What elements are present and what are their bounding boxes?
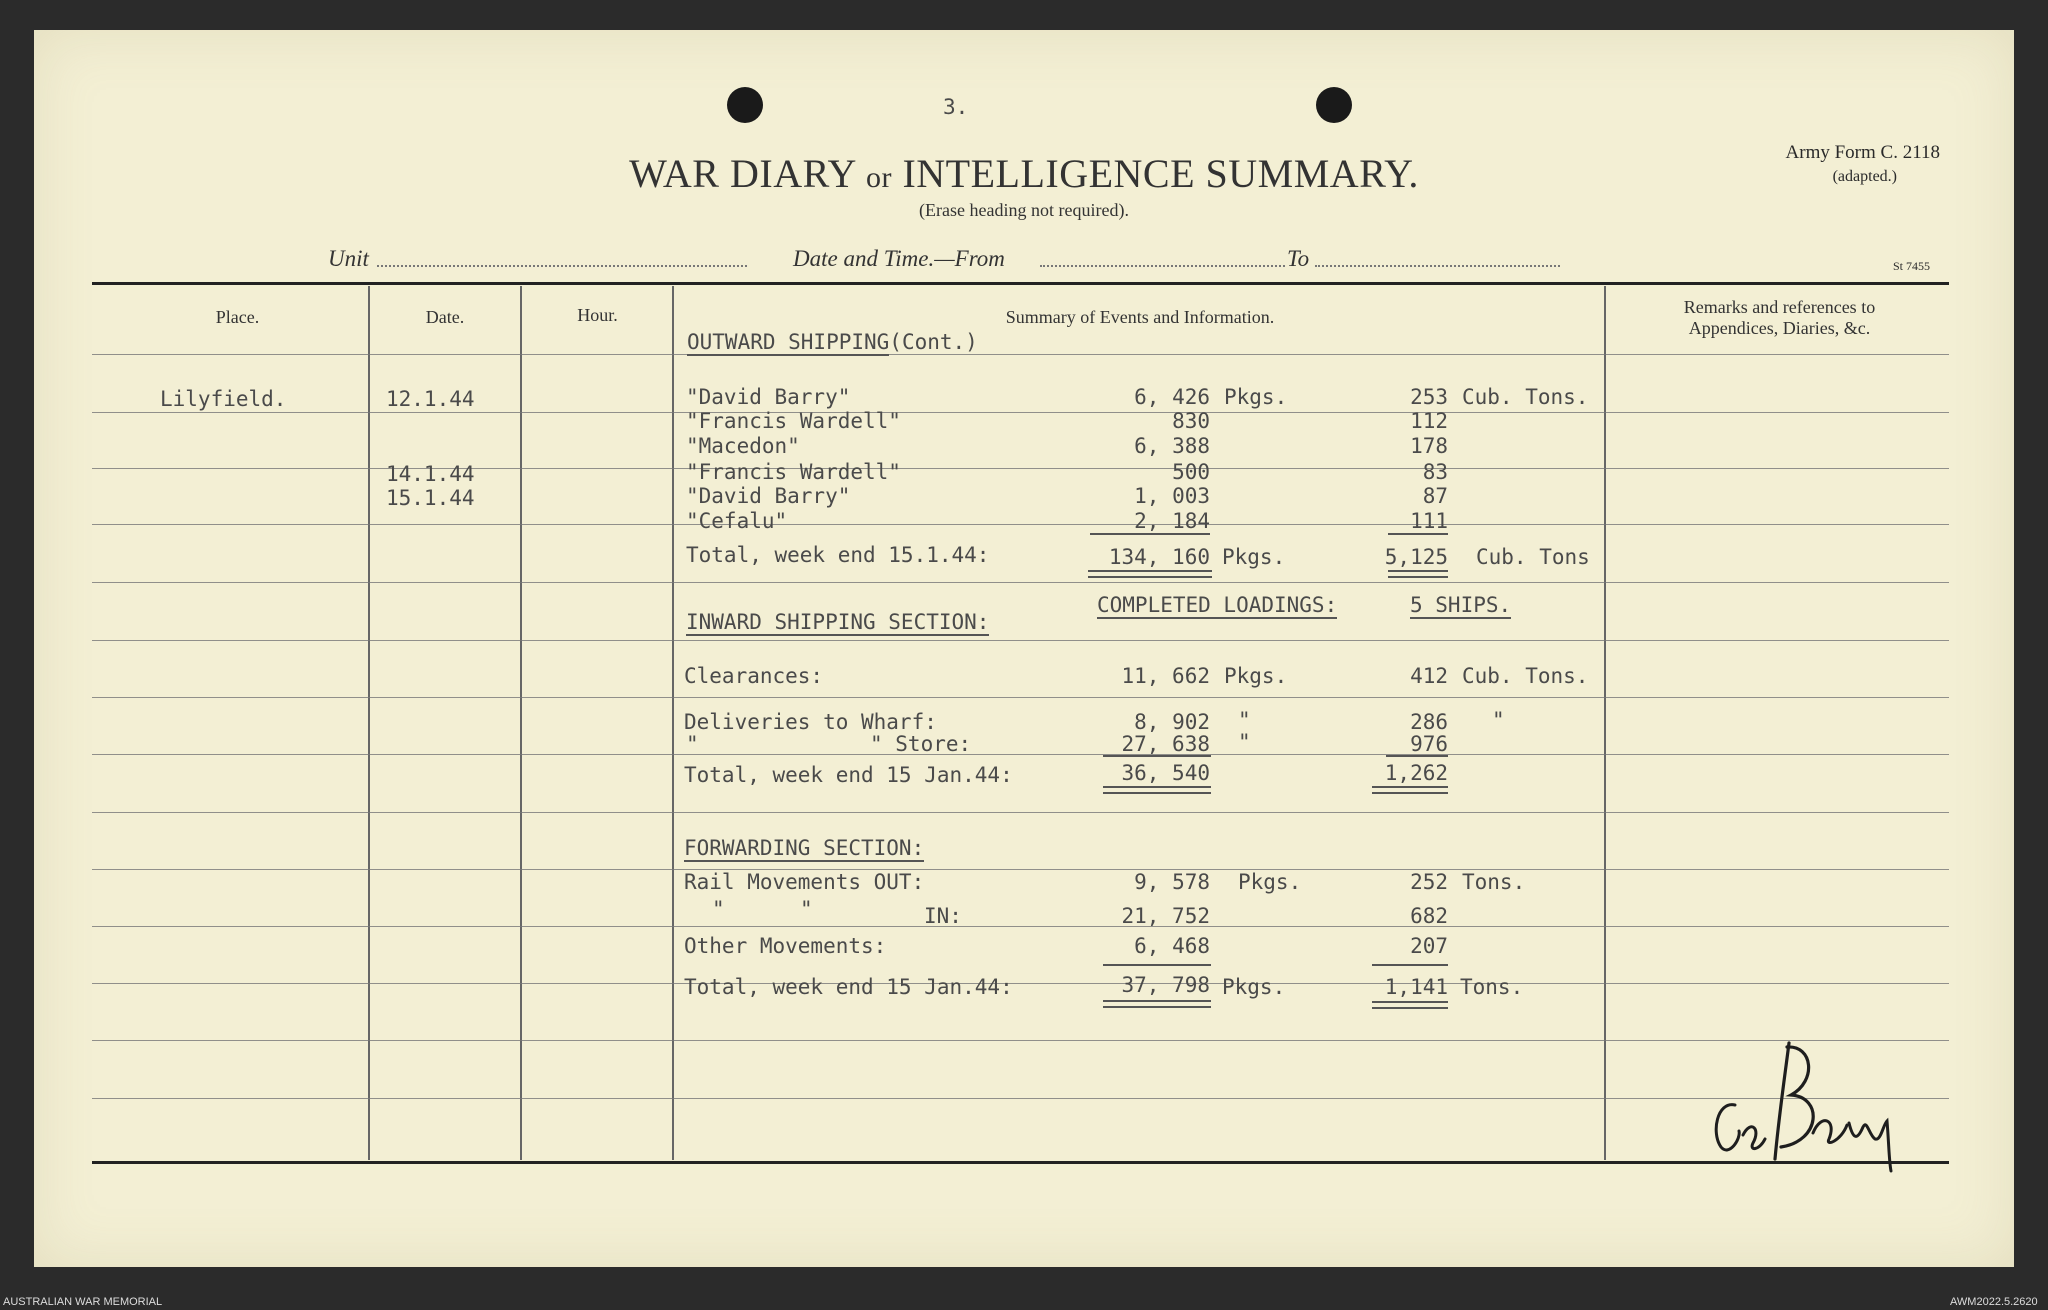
place-cell: Lilyfield.	[160, 387, 287, 411]
pkgs-value: 500	[1172, 460, 1210, 484]
rail-in-ditto-a: "	[712, 897, 725, 921]
pkgs-value: 1, 003	[1134, 484, 1210, 508]
outward-heading-suffix: (Cont.)	[889, 330, 978, 354]
tons-value: 253	[1410, 385, 1448, 409]
pkgs-value: 830	[1172, 409, 1210, 433]
column-divider	[1604, 286, 1606, 1160]
print-code: St 7455	[1892, 259, 1930, 273]
wharf-pkgs: 8, 902	[1134, 710, 1210, 734]
table-top-border	[92, 282, 1949, 285]
outward-total-label: Total, week end 15.1.44:	[686, 543, 990, 567]
store-pkgs: 27, 638	[1121, 732, 1210, 756]
completed-loadings-label: COMPLETED LOADINGS:	[1097, 593, 1338, 617]
tons-value: 112	[1410, 409, 1448, 433]
other-movements-tons: 207	[1410, 934, 1448, 958]
subtitle: (Erase heading not required).	[919, 200, 1129, 220]
ship-name: "Cefalu"	[686, 509, 788, 533]
tons-value: 87	[1422, 484, 1448, 508]
rail-in-label: IN:	[924, 904, 962, 928]
table-ruling	[92, 354, 1949, 355]
archive-credit: AUSTRALIAN WAR MEMORIAL	[3, 1296, 163, 1308]
table-ruling	[92, 926, 1949, 927]
forwarding-total-pkgs: 37, 798	[1121, 973, 1210, 997]
rail-out-tons: 252	[1410, 870, 1448, 894]
date-to-field-line	[1315, 265, 1560, 267]
underline	[1103, 964, 1211, 966]
tons-value: 178	[1410, 434, 1448, 458]
inward-total-tons: 1,262	[1384, 761, 1448, 785]
clearances-pkgs-unit: Pkgs.	[1224, 664, 1288, 688]
wharf-tons: 286	[1410, 710, 1448, 734]
pkgs-value: 6, 388	[1134, 434, 1210, 458]
date-cell: 15.1.44	[386, 486, 475, 510]
forwarding-total-tons: 1,141	[1384, 975, 1448, 999]
store-tons: 976	[1410, 732, 1448, 756]
ship-name: "Macedon"	[686, 434, 800, 458]
rail-in-ditto-b: "	[800, 897, 813, 921]
tons-value: 111	[1388, 509, 1448, 535]
tons-value: 83	[1422, 460, 1448, 484]
underline	[1386, 755, 1448, 757]
column-divider	[368, 286, 370, 1160]
double-underline	[1103, 1000, 1211, 1008]
outward-heading	[687, 330, 978, 354]
ship-name: "David Barry"	[686, 484, 851, 508]
store-ditto-a: "	[686, 732, 699, 756]
rail-in-pkgs: 21, 752	[1121, 904, 1210, 928]
table-ruling	[92, 582, 1949, 583]
date-cell: 12.1.44	[386, 387, 475, 411]
date-cell: 14.1.44	[386, 462, 475, 486]
store-label: " Store:	[870, 732, 972, 756]
title-right: INTELLIGENCE SUMMARY.	[902, 151, 1419, 196]
table-ruling	[92, 524, 1949, 525]
double-underline	[1103, 786, 1211, 794]
inward-total-label: Total, week end 15 Jan.44:	[684, 763, 1013, 787]
outward-total-pkgs-unit: Pkgs.	[1222, 545, 1286, 569]
date-to-label: To	[1287, 246, 1310, 271]
pkgs-value: 2, 184	[1090, 509, 1210, 535]
punch-hole	[727, 87, 763, 123]
store-ditto: "	[1238, 730, 1251, 754]
column-header-hour: Hour.	[577, 305, 618, 325]
forwarding-total-label: Total, week end 15 Jan.44:	[684, 975, 1013, 999]
tons-unit: Cub. Tons.	[1462, 385, 1589, 409]
ship-name: "Francis Wardell"	[686, 409, 901, 433]
table-ruling	[92, 697, 1949, 698]
inward-total-pkgs: 36, 540	[1121, 761, 1210, 785]
rail-out-pkgs-unit: Pkgs.	[1238, 870, 1302, 894]
date-from-field-line	[1040, 265, 1285, 267]
outward-heading-text: OUTWARD SHIPPING	[687, 330, 890, 354]
clearances-pkgs: 11, 662	[1121, 664, 1210, 688]
ship-name: "David Barry"	[686, 385, 851, 409]
page-number: 3.	[943, 95, 969, 119]
double-underline	[1372, 786, 1448, 794]
remarks-line-1: Remarks and references to	[1683, 297, 1876, 317]
remarks-line-2: Appendices, Diaries, &c.	[1688, 318, 1871, 338]
double-underline	[1088, 570, 1212, 578]
form-adapted: (adapted.)	[1832, 168, 1897, 185]
column-divider	[520, 286, 522, 1160]
column-header-summary: Summary of Events and Information.	[1005, 307, 1275, 327]
date-from-label: Date and Time.—From	[793, 246, 1005, 271]
underline	[1372, 964, 1448, 966]
unit-label: Unit	[328, 246, 369, 271]
table-ruling	[92, 468, 1949, 469]
double-underline	[1388, 570, 1448, 578]
table-bottom-border	[92, 1161, 1949, 1164]
table-ruling	[92, 640, 1949, 641]
underline	[1103, 755, 1211, 757]
rail-out-pkgs: 9, 578	[1134, 870, 1210, 894]
clearances-tons: 412	[1410, 664, 1448, 688]
title-or: or	[865, 161, 892, 194]
wharf-label: Deliveries to Wharf:	[684, 710, 937, 734]
wharf-tons-ditto: "	[1492, 708, 1505, 732]
signature	[1705, 1035, 1910, 1175]
table-ruling	[92, 983, 1949, 984]
forwarding-total-pkgs-unit: Pkgs.	[1222, 975, 1286, 999]
table-ruling	[92, 754, 1949, 755]
table-ruling	[92, 812, 1949, 813]
punch-hole	[1316, 87, 1352, 123]
table-ruling	[92, 412, 1949, 413]
other-movements-pkgs: 6, 468	[1134, 934, 1210, 958]
table-ruling	[92, 1040, 1949, 1041]
rail-in-tons: 682	[1410, 904, 1448, 928]
column-divider	[672, 286, 674, 1160]
column-header-remarks	[1612, 297, 1947, 339]
outward-total-pkgs: 134, 160	[1108, 545, 1210, 569]
table-ruling	[92, 1098, 1949, 1099]
clearances-tons-unit: Cub. Tons.	[1462, 664, 1589, 688]
wharf-ditto: "	[1238, 708, 1251, 732]
forwarding-total-tons-unit: Tons.	[1460, 975, 1524, 999]
title-left: WAR DIARY	[629, 151, 856, 196]
double-underline	[1372, 1001, 1448, 1009]
outward-total-tons: 5,125	[1384, 545, 1448, 569]
archive-reference: AWM2022.5.2620	[1950, 1296, 2038, 1308]
form-id: Army Form C. 2118	[1785, 142, 1940, 163]
clearances-label: Clearances:	[684, 664, 824, 688]
column-header-date: Date.	[425, 307, 465, 327]
rail-out-label: Rail Movements OUT:	[684, 870, 925, 894]
completed-loadings-value: 5 SHIPS.	[1410, 593, 1512, 617]
ship-name: "Francis Wardell"	[686, 460, 901, 484]
forwarding-heading: FORWARDING SECTION:	[684, 836, 925, 860]
pkgs-unit: Pkgs.	[1224, 385, 1288, 409]
unit-field-line	[377, 265, 747, 267]
inward-heading: INWARD SHIPPING SECTION:	[686, 610, 990, 634]
outward-total-tons-unit: Cub. Tons	[1476, 545, 1590, 569]
column-header-place: Place.	[215, 307, 260, 327]
pkgs-value: 6, 426	[1134, 385, 1210, 409]
rail-out-tons-unit: Tons.	[1462, 870, 1526, 894]
table-ruling	[92, 869, 1949, 870]
other-movements-label: Other Movements:	[684, 934, 887, 958]
